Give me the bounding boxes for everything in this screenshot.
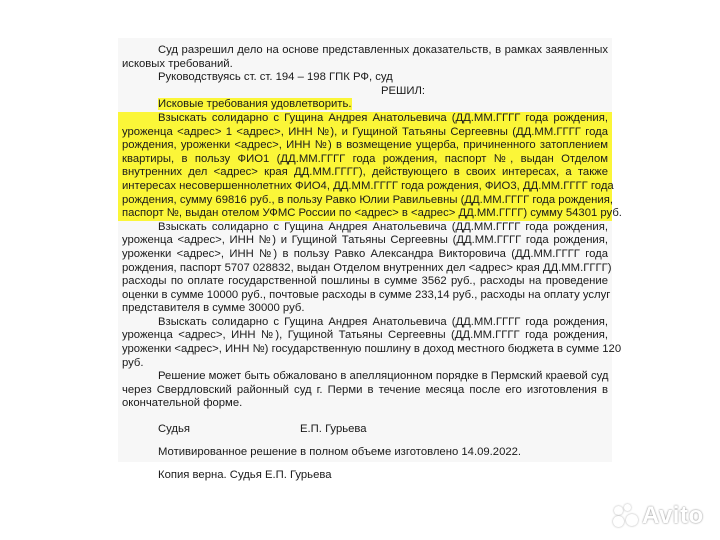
intro-line-1: Суд разрешил дело на основе представленных доказательств, в рамках заявленных xyxy=(158,44,608,56)
highlight-line-1: Взыскать солидарно с Гущина Андрея Анатольевича (ДД.ММ.ГГГГ года рождения, xyxy=(118,112,612,126)
highlight-line-7: рождения, сумму 69816 руб., в пользу Равко Юлии Равильевны (ДД.ММ.ГГГГ года рождения, xyxy=(118,194,612,208)
p2-line-2: уроженки <адрес>, ИНН №) в пользу Равко Александра Викторовича (ДД.ММ.ГГГГ года xyxy=(122,247,608,260)
p2-line-3: рождения, паспорт 5707 028832, выдан Отделом внутренних дел <адрес> края ДД.ММ.ГГГГ) xyxy=(122,261,612,274)
highlight-line-6: интересах несовершеннолетних ФИО4, ДД.ММ.ГГГГ года рождения, ФИО3, ДД.ММ.ГГГГ года xyxy=(118,180,612,194)
intro-line-3: Руководствуясь ст. ст. 194 – 198 ГПК РФ, суд xyxy=(158,71,393,84)
p4-line-1: через Свердловский районный суд г. Перми в течение месяца после его изготовления в xyxy=(122,383,608,396)
highlight-line-0 xyxy=(118,98,612,112)
highlight-line-2: уроженца <адрес> 1 <адрес>, ИНН №), и Гущиной Татьяны Сергеевны (ДД.ММ.ГГГГ года xyxy=(118,126,612,140)
highlighted-text: Исковые требования удовлетворить. xyxy=(158,98,352,111)
avito-brand-text: Avito xyxy=(642,502,704,529)
highlight-line-3: рождения, уроженки <адрес>, ИНН №) в возмещение ущерба, причиненного затоплением xyxy=(118,139,612,153)
judge-signature xyxy=(118,423,612,437)
court-decision-text xyxy=(118,44,622,482)
document-page xyxy=(118,38,622,481)
p3-line-2: уроженки <адрес>, ИНН №) государственную пошлину в доход местного бюджета в сумме 120 xyxy=(122,343,622,356)
motivated-decision-note: Мотивированное решение в полном объеме изготовлено 14.09.2022. xyxy=(158,446,522,459)
avito-watermark xyxy=(612,498,716,534)
highlight-line-5: внутренних дел <адрес> края ДД.ММ.ГГГГ), действующего в своих интересах, а также xyxy=(118,166,612,180)
judge-name: Е.П. Гурьева xyxy=(300,423,367,436)
p4-line-0: Решение может быть обжаловано в апелляционном порядке в Пермский краевой суд xyxy=(158,370,609,383)
p2-line-6: представителя в сумме 30000 руб. xyxy=(122,302,305,315)
p3-line-0: Взыскать солидарно с Гущина Андрея Анатольевича (ДД.ММ.ГГГГ года рождения, xyxy=(158,315,608,328)
judge-title: Судья xyxy=(158,423,191,436)
intro-line-2: исковых требований. xyxy=(122,57,233,70)
decision-heading: РЕШИЛ: xyxy=(380,84,426,97)
p3-line-3: руб. xyxy=(122,356,144,369)
p2-line-0: Взыскать солидарно с Гущина Андрея Анатольевича (ДД.ММ.ГГГГ года рождения, xyxy=(158,220,608,233)
copy-certification: Копия верна. Судья Е.П. Гурьева xyxy=(158,468,332,481)
highlight-line-4: квартиры, в пользу ФИО1 (ДД.ММ.ГГГГ года рождения, паспорт №, выдан Отделом xyxy=(118,153,612,167)
p2-line-5: оценки в сумме 10000 руб., почтовые расходы в сумме 233,14 руб., расходы на оплату услуг xyxy=(122,288,611,301)
p4-line-2: окончательной форме. xyxy=(122,397,243,410)
p2-line-1: уроженца <адрес>, ИНН №) и Гущиной Татьяны Сергеевны (ДД.ММ.ГГГГ года рождения, xyxy=(122,234,608,247)
p3-line-1: уроженца <адрес>, ИНН №), Гущиной Татьяны Сергеевны (ДД.ММ.ГГГГ года рождения, xyxy=(122,329,608,342)
avito-dots-icon xyxy=(612,504,638,528)
p2-line-4: расходы по оплате государственной пошлины в сумме 3562 руб., расходы на проведение xyxy=(122,275,608,288)
highlight-line-8: паспорт №, выдан отелом УФМС России по <адрес> в <адрес> ДД.ММ.ГГГГ) сумму 54301 руб. xyxy=(118,207,612,221)
